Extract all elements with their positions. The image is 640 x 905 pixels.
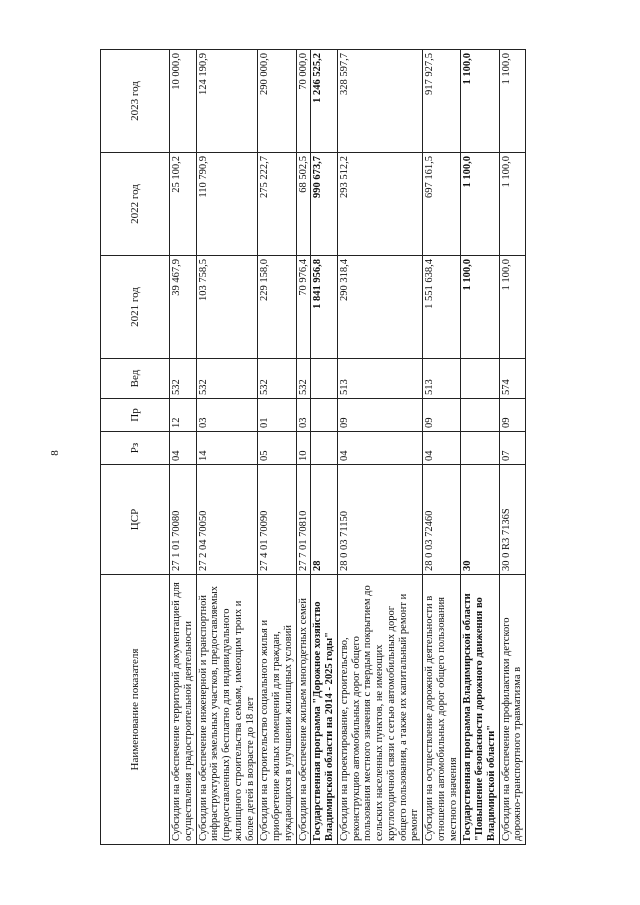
cell-pr: 09 <box>499 399 526 432</box>
cell-2023: 124 190,9 <box>196 50 258 153</box>
table-row <box>499 50 526 845</box>
table-row <box>296 50 311 845</box>
table-row <box>196 50 258 845</box>
cell-2021: 1 841 956,8 <box>311 256 338 359</box>
cell-csr: 27 7 01 70810 <box>296 465 311 575</box>
cell-ved: 532 <box>258 359 296 399</box>
cell-csr: 27 2 04 70050 <box>196 465 258 575</box>
cell-ved <box>461 359 499 399</box>
cell-2022: 68 502,5 <box>296 153 311 256</box>
cell-name: Государственная программа Владимирской области "Повышение безопасности дорожного движения во Владимирской области" <box>461 575 499 845</box>
cell-pr <box>461 399 499 432</box>
header-2023: 2023 год <box>101 50 170 153</box>
cell-rz: 04 <box>423 432 461 465</box>
table-header <box>101 50 170 845</box>
cell-2023: 1 100,0 <box>461 50 499 153</box>
page-number: 8 <box>48 450 61 456</box>
table-row <box>461 50 499 845</box>
cell-pr: 12 <box>170 399 197 432</box>
cell-2022: 1 100,0 <box>499 153 526 256</box>
table-body <box>170 50 526 845</box>
cell-2021: 290 318,4 <box>337 256 422 359</box>
cell-rz: 04 <box>170 432 197 465</box>
cell-2023: 10 000,0 <box>170 50 197 153</box>
cell-ved <box>311 359 338 399</box>
cell-ved: 513 <box>337 359 422 399</box>
table-row <box>258 50 296 845</box>
cell-csr: 30 0 R3 7136S <box>499 465 526 575</box>
cell-name: Субсидии на обеспечение инженерной и транспортной инфраструктурой земельных участков, предоставляемых (предоставленных) бесплатно для индивидуального жилищного строительства семьям, имеющим троих и более детей в возрасте до 18 лет <box>196 575 258 845</box>
cell-csr: 27 1 01 70080 <box>170 465 197 575</box>
cell-2023: 290 000,0 <box>258 50 296 153</box>
cell-2021: 229 158,0 <box>258 256 296 359</box>
cell-name: Субсидии на проектирование, строительство, реконструкцию автомобильных дорог общего пользования местного значения с твердым покрытием до сельских населенных пунктов, не имеющих круглогодичной связи с сетью автомобильных дорог общего пользования, а также их капитальный ремонт и ремонт <box>337 575 422 845</box>
cell-ved: 532 <box>296 359 311 399</box>
cell-pr: 09 <box>423 399 461 432</box>
cell-pr: 09 <box>337 399 422 432</box>
cell-2021: 39 467,9 <box>170 256 197 359</box>
cell-2022: 110 790,9 <box>196 153 258 256</box>
cell-2021: 70 976,4 <box>296 256 311 359</box>
header-csr: ЦСР <box>101 465 170 575</box>
header-2022: 2022 год <box>101 153 170 256</box>
budget-table-container <box>100 50 615 845</box>
cell-rz <box>311 432 338 465</box>
cell-2023: 70 000,0 <box>296 50 311 153</box>
cell-csr: 28 0 03 72460 <box>423 465 461 575</box>
cell-2022: 990 673,7 <box>311 153 338 256</box>
table-row <box>170 50 197 845</box>
header-ved: Вед <box>101 359 170 399</box>
cell-2023: 1 100,0 <box>499 50 526 153</box>
cell-csr: 30 <box>461 465 499 575</box>
cell-name: Субсидии на строительство социального жилья и приобретение жилых помещений для граждан, нуждающихся в улучшении жилищных условий <box>258 575 296 845</box>
cell-ved: 532 <box>170 359 197 399</box>
cell-rz: 10 <box>296 432 311 465</box>
cell-ved: 513 <box>423 359 461 399</box>
cell-2022: 1 100,0 <box>461 153 499 256</box>
cell-2021: 1 551 638,4 <box>423 256 461 359</box>
header-pr: Пр <box>101 399 170 432</box>
cell-2021: 1 100,0 <box>461 256 499 359</box>
cell-rz: 07 <box>499 432 526 465</box>
header-rz: Рз <box>101 432 170 465</box>
cell-name: Субсидии на обеспечение профилактики детского дорожно-транспортного травматизма в <box>499 575 526 845</box>
cell-2022: 293 512,2 <box>337 153 422 256</box>
table-row <box>311 50 338 845</box>
cell-2022: 25 100,2 <box>170 153 197 256</box>
cell-2021: 1 100,0 <box>499 256 526 359</box>
cell-rz: 05 <box>258 432 296 465</box>
table-row <box>423 50 461 845</box>
cell-rz: 14 <box>196 432 258 465</box>
cell-pr <box>311 399 338 432</box>
cell-rz <box>461 432 499 465</box>
cell-2022: 275 222,7 <box>258 153 296 256</box>
cell-pr: 03 <box>296 399 311 432</box>
cell-csr: 27 4 01 70090 <box>258 465 296 575</box>
header-name: Наименование показателя <box>101 575 170 845</box>
header-2021: 2021 год <box>101 256 170 359</box>
cell-name: Государственная программа "Дорожное хозяйство Владимирской области на 2014 - 2025 годы" <box>311 575 338 845</box>
cell-rz: 04 <box>337 432 422 465</box>
cell-ved: 532 <box>196 359 258 399</box>
cell-csr: 28 0 03 71150 <box>337 465 422 575</box>
cell-2023: 1 246 525,2 <box>311 50 338 153</box>
table-row <box>337 50 422 845</box>
budget-table <box>100 49 526 845</box>
cell-name: Субсидии на обеспечение территорий документацией для осуществления градостроительной деятельности <box>170 575 197 845</box>
cell-name: Субсидии на обеспечение жильем многодетных семей <box>296 575 311 845</box>
cell-2022: 697 161,5 <box>423 153 461 256</box>
cell-name: Субсидии на осуществление дорожной деятельности в отношении автомобильных дорог общего пользования местного значения <box>423 575 461 845</box>
cell-2023: 328 597,7 <box>337 50 422 153</box>
cell-pr: 03 <box>196 399 258 432</box>
cell-2021: 103 758,5 <box>196 256 258 359</box>
cell-pr: 01 <box>258 399 296 432</box>
cell-csr: 28 <box>311 465 338 575</box>
cell-ved: 574 <box>499 359 526 399</box>
cell-2023: 917 927,5 <box>423 50 461 153</box>
